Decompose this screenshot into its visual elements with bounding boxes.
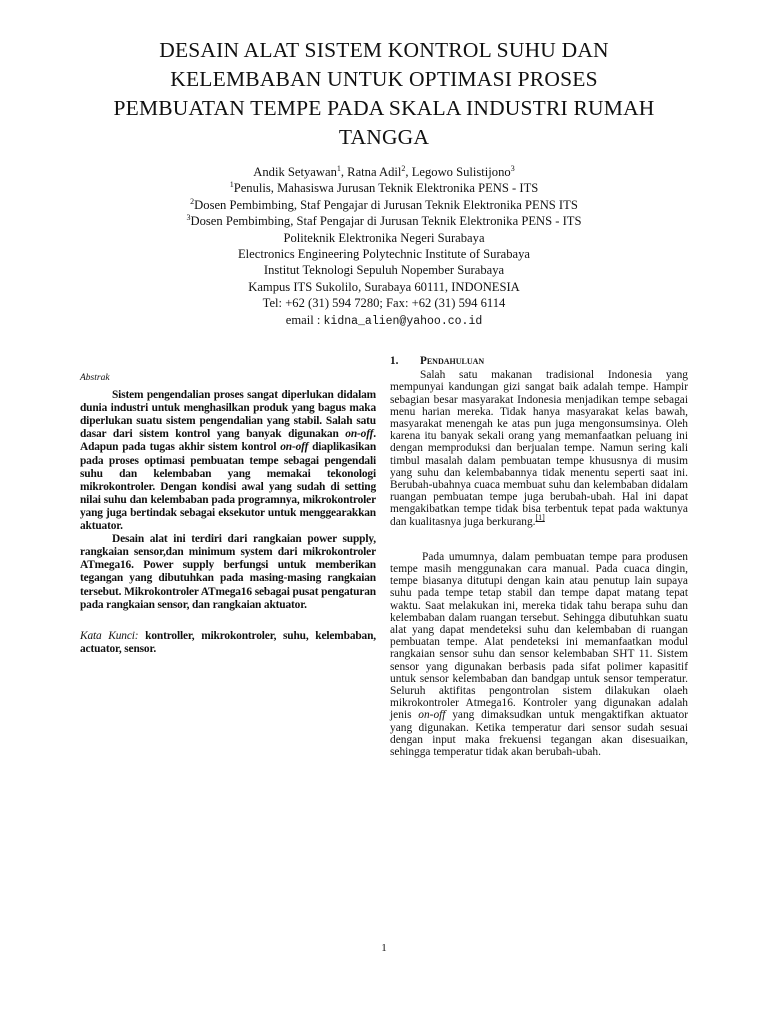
- emphasis-term: on-off: [418, 709, 446, 722]
- affiliation-text: Dosen Pembimbing, Staf Pengajar di Jurusan Teknik Elektronika PENS - ITS: [190, 214, 582, 229]
- affiliation-marker: 3: [186, 213, 191, 223]
- keywords: [80, 630, 376, 656]
- section-heading: [390, 355, 688, 367]
- institution-line: Kampus ITS Sukolilo, Surabaya 60111, INDONESIA: [248, 279, 520, 294]
- body-text: Salah satu makanan tradisional Indonesia yang mempunyai kandungan gizi sangat baik adalah tempe. Hampir sebagian besar masyarakat Indonesia menjadikan tempe sebagai menu harian mereka. Tidak hanya masyarakat kelas bawah, masyarakat menengah ke atas pun juga mengonsumsinya. Oleh karena itu banyak sekali orang yang memanfaatkan peluang ini dengan memproduksi dan berjualan tempe. Namun sering kali timbul masalah dalam pembuatan tempe khususnya di musim yang suhu dan kelembabannya tidak menentu seperti saat ini. Berubah-ubahnya cuaca membuat suhu dan kelembaban didalam ruangan pembuatan tempe juga berubah-ubah. Hal ini dapat mengakibatkan tempe tidak bisa terbentuk tepat pada waktunya dan kualitasnya juga berkurang.: [390, 369, 688, 528]
- author-name: Andik Setyawan: [253, 165, 337, 179]
- affiliation-marker: 2: [401, 163, 406, 173]
- email-address: kidna_alien@yahoo.co.id: [323, 314, 483, 328]
- author-block: [60, 164, 708, 330]
- abstract-paragraph: Desain alat ini terdiri dari rangkaian power supply, rangkaian sensor,dan minimum system dari mikrokontroler ATmega16. Power supply berfungsi untuk memberikan tegangan yang dibutuhkan pada masing-masing rangkaian tersebut. Mikrokontroler ATmega16 sebagai pusat pengaturan pada rangkaian sensor, dan rangkaian aktuator.: [80, 533, 376, 611]
- author-name: , Ratna Adil: [340, 165, 402, 179]
- email-line: [60, 312, 708, 330]
- body-paragraph: [390, 369, 688, 528]
- affiliation-marker: 3: [510, 163, 515, 173]
- affiliation-marker: 2: [190, 196, 195, 206]
- author-names: [60, 164, 708, 180]
- emphasis-term: on-off: [280, 441, 309, 454]
- title-line: KELEMBABAN UNTUK OPTIMASI PROSES: [170, 67, 598, 91]
- abstract-text: . Adapun pada tugas akhir sistem kontrol: [80, 428, 376, 454]
- institution-line: Institut Teknologi Sepuluh Nopember Surabaya: [263, 263, 505, 278]
- body-text: Pada umumnya, dalam pembuatan tempe para produsen tempe masih menggunakan cara manual. Pada cuaca dingin, tempe biasanya ditutupi dengan kain atau penutup lain supaya suhu pada tempe tetap stabil dan tempe dapat matang tepat waktu. Saat melakukan ini, mereka tidak tahu berapa suhu dan kelembaban dalam ruangan tersebut. Sehingga dibutuhkan suatu alat yang dapat mendeteksi suhu dan kelembaban di ruangan pembuatan tempe. Alat pendeteksi ini memanfaatkan modul rangkaian sensor suhu dan sensor kelembaban SHT 11. Sistem sensor yang digunakan berbasis pada sifat polimer kapasitif untuk sensor kelembaban dan bandgap untuk sensor temperatur. Seluruh aktifitas pengontrolan sistem dilakukan olaeh mikrokontroler Atmega16. Kontroler yang digunakan adalah jenis: [390, 550, 688, 722]
- emphasis-term: on-off: [345, 428, 374, 441]
- affiliation-text: Penulis, Mahasiswa Jurusan Teknik Elektronika PENS - ITS: [233, 181, 539, 196]
- affiliation-line: [60, 213, 708, 229]
- affiliation-marker: 1: [336, 163, 341, 173]
- title-line: DESAIN ALAT SISTEM KONTROL SUHU DAN: [159, 38, 609, 62]
- abstract-text: Sistem pengendalian proses sangat diperlukan didalam dunia industri untuk menghasilkan produk yang bagus maka diperlukan suatu sistem pengendalian yang stabil. Salah satu dasar dari sistem kontrol yang banyak digunakan: [80, 389, 376, 441]
- abstract-heading: Abstrak: [80, 373, 110, 383]
- institution-line: Electronics Engineering Polytechnic Institute of Surabaya: [237, 247, 531, 262]
- body-paragraph: [390, 551, 688, 758]
- title-line: PEMBUATAN TEMPE PADA SKALA INDUSTRI RUMAH: [113, 96, 655, 120]
- abstract-text: diaplikasikan pada proses optimasi pembuatan tempe sebagai pengendali suhu dan kelembaban yang memakai tekonologi mikrokontroler. Dengan kondisi awal yang sudah di setting nilai suhu dan kelembaban pada programnya, mikrokontroler yang juga bertindak sebagai eksekutor untuk menggearakkan aktuator.: [80, 441, 376, 533]
- affiliation-text: Dosen Pembimbing, Staf Pengajar di Jurusan Teknik Elektronika PENS ITS: [194, 197, 578, 212]
- keywords-text: kontroller, mikrokontroler, suhu, kelembaban, actuator, sensor.: [80, 629, 376, 655]
- affiliation-line: [60, 180, 708, 196]
- affiliation-marker: 1: [229, 180, 234, 190]
- keywords-label: Kata Kunci:: [80, 629, 146, 642]
- section-number: 1.: [390, 355, 399, 367]
- body-text: yang dimaksudkan untuk mengaktifkan aktuator yang digunakan. Ketika temperatur dari sensor sudah sesuai dengan input maka frekuensi tegangan akan disesuaikan, sehingga temperatur tidak akan berubah-ubah.: [390, 709, 688, 759]
- section-title: Pendahuluan: [420, 355, 485, 367]
- institution-line: Tel: +62 (31) 594 7280; Fax: +62 (31) 594 6114: [262, 296, 506, 311]
- paper-title: [70, 36, 698, 152]
- author-name: , Legowo Sulistijono: [405, 165, 511, 179]
- institution-line: Politeknik Elektronika Negeri Surabaya: [283, 230, 485, 245]
- abstract-column: [80, 372, 376, 656]
- abstract-paragraph: [80, 389, 376, 533]
- citation-link[interactable]: [1]: [535, 512, 545, 522]
- affiliation-line: [60, 197, 708, 213]
- email-label: email :: [285, 312, 324, 327]
- introduction-column: [390, 355, 688, 758]
- title-line: TANGGA: [338, 125, 430, 149]
- page-number: 1: [381, 942, 387, 954]
